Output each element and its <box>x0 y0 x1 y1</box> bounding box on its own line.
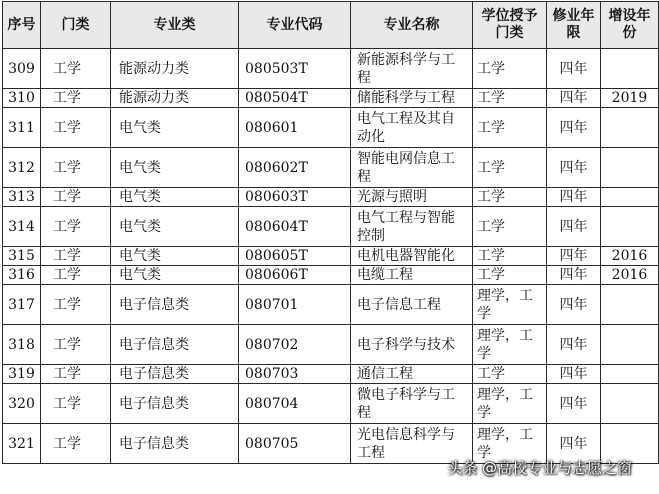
cell-year-added: 2019 <box>601 89 659 108</box>
table-row <box>3 266 659 285</box>
cell-category: 工学 <box>41 384 111 424</box>
cell-major-class: 能源动力类 <box>111 89 239 108</box>
table-row <box>3 108 659 148</box>
cell-major-code: 080601 <box>239 108 351 148</box>
cell-year-added <box>601 49 659 89</box>
cell-degree: 工学 <box>473 108 547 148</box>
header-year-added: 增设年份 <box>601 2 659 49</box>
cell-major-code: 080701 <box>239 285 351 325</box>
cell-major-class: 电子信息类 <box>111 384 239 424</box>
cell-year-added <box>601 207 659 247</box>
cell-degree: 工学 <box>473 148 547 188</box>
cell-major-name: 微电子科学与工程 <box>351 384 473 424</box>
cell-major-name: 储能科学与工程 <box>351 89 473 108</box>
cell-degree: 工学 <box>473 188 547 207</box>
cell-year-added <box>601 384 659 424</box>
cell-major-code: 080603T <box>239 188 351 207</box>
cell-years: 四年 <box>547 424 601 464</box>
cell-index: 318 <box>3 325 41 365</box>
cell-years: 四年 <box>547 365 601 384</box>
cell-degree: 工学 <box>473 247 547 266</box>
table-row <box>3 49 659 89</box>
cell-year-added <box>601 108 659 148</box>
cell-years: 四年 <box>547 148 601 188</box>
cell-years: 四年 <box>547 285 601 325</box>
cell-major-code: 080602T <box>239 148 351 188</box>
cell-years: 四年 <box>547 89 601 108</box>
table-row <box>3 325 659 365</box>
cell-major-code: 080606T <box>239 266 351 285</box>
cell-major-name: 电子信息工程 <box>351 285 473 325</box>
cell-major-code: 080504T <box>239 89 351 108</box>
cell-major-class: 电气类 <box>111 207 239 247</box>
cell-major-name: 电气工程及其自动化 <box>351 108 473 148</box>
cell-years: 四年 <box>547 188 601 207</box>
cell-index: 314 <box>3 207 41 247</box>
cell-major-name: 光电信息科学与工程 <box>351 424 473 464</box>
cell-index: 312 <box>3 148 41 188</box>
cell-major-class: 能源动力类 <box>111 49 239 89</box>
cell-year-added <box>601 188 659 207</box>
cell-years: 四年 <box>547 325 601 365</box>
table-row <box>3 365 659 384</box>
cell-category: 工学 <box>41 285 111 325</box>
cell-major-class: 电气类 <box>111 188 239 207</box>
cell-index: 313 <box>3 188 41 207</box>
cell-major-class: 电气类 <box>111 266 239 285</box>
cell-major-name: 光源与照明 <box>351 188 473 207</box>
cell-major-name: 电机电器智能化 <box>351 247 473 266</box>
cell-index: 315 <box>3 247 41 266</box>
cell-degree: 工学 <box>473 266 547 285</box>
cell-major-class: 电子信息类 <box>111 285 239 325</box>
cell-years: 四年 <box>547 384 601 424</box>
cell-year-added <box>601 285 659 325</box>
cell-degree: 理学，工学 <box>473 285 547 325</box>
cell-category: 工学 <box>41 207 111 247</box>
cell-year-added <box>601 365 659 384</box>
cell-major-name: 电子科学与技术 <box>351 325 473 365</box>
cell-category: 工学 <box>41 188 111 207</box>
cell-major-class: 电气类 <box>111 148 239 188</box>
header-category: 门类 <box>41 2 111 49</box>
watermark-text: 头条 @高校专业与志愿之窗 <box>447 459 632 477</box>
cell-major-class: 电气类 <box>111 108 239 148</box>
header-degree-category: 学位授予门类 <box>473 2 547 49</box>
cell-index: 317 <box>3 285 41 325</box>
cell-years: 四年 <box>547 266 601 285</box>
cell-year-added <box>601 325 659 365</box>
header-major-class: 专业类 <box>111 2 239 49</box>
table-header-row <box>3 2 659 49</box>
table-row <box>3 247 659 266</box>
cell-degree: 理学，工学 <box>473 424 547 464</box>
cell-year-added <box>601 424 659 464</box>
cell-major-name: 新能源科学与工程 <box>351 49 473 89</box>
table-row <box>3 285 659 325</box>
cell-index: 316 <box>3 266 41 285</box>
cell-major-code: 080604T <box>239 207 351 247</box>
table-row <box>3 384 659 424</box>
cell-year-added <box>601 148 659 188</box>
cell-category: 工学 <box>41 266 111 285</box>
cell-degree: 工学 <box>473 365 547 384</box>
cell-years: 四年 <box>547 207 601 247</box>
cell-major-code: 080704 <box>239 384 351 424</box>
cell-category: 工学 <box>41 325 111 365</box>
cell-degree: 理学，工学 <box>473 384 547 424</box>
cell-years: 四年 <box>547 247 601 266</box>
cell-years: 四年 <box>547 108 601 148</box>
cell-year-added: 2016 <box>601 247 659 266</box>
table-row <box>3 207 659 247</box>
cell-major-class: 电子信息类 <box>111 365 239 384</box>
cell-category: 工学 <box>41 148 111 188</box>
cell-degree: 工学 <box>473 207 547 247</box>
header-major-name: 专业名称 <box>351 2 473 49</box>
header-study-years: 修业年限 <box>547 2 601 49</box>
cell-degree: 工学 <box>473 49 547 89</box>
cell-category: 工学 <box>41 108 111 148</box>
cell-major-code: 080705 <box>239 424 351 464</box>
cell-index: 320 <box>3 384 41 424</box>
cell-category: 工学 <box>41 49 111 89</box>
cell-category: 工学 <box>41 365 111 384</box>
cell-major-code: 080703 <box>239 365 351 384</box>
cell-index: 309 <box>3 49 41 89</box>
header-index: 序号 <box>3 2 41 49</box>
cell-major-name: 通信工程 <box>351 365 473 384</box>
cell-index: 319 <box>3 365 41 384</box>
cell-major-name: 电气工程与智能控制 <box>351 207 473 247</box>
cell-major-class: 电子信息类 <box>111 424 239 464</box>
cell-category: 工学 <box>41 89 111 108</box>
cell-degree: 理学，工学 <box>473 325 547 365</box>
cell-major-code: 080702 <box>239 325 351 365</box>
cell-major-code: 080605T <box>239 247 351 266</box>
major-catalog-table <box>2 1 659 464</box>
cell-index: 311 <box>3 108 41 148</box>
table-row <box>3 89 659 108</box>
cell-major-name: 电缆工程 <box>351 266 473 285</box>
cell-category: 工学 <box>41 424 111 464</box>
cell-major-code: 080503T <box>239 49 351 89</box>
cell-major-class: 电气类 <box>111 247 239 266</box>
table-row <box>3 148 659 188</box>
cell-years: 四年 <box>547 49 601 89</box>
cell-degree: 工学 <box>473 89 547 108</box>
cell-major-class: 电子信息类 <box>111 325 239 365</box>
table-row <box>3 424 659 464</box>
cell-index: 321 <box>3 424 41 464</box>
header-major-code: 专业代码 <box>239 2 351 49</box>
cell-major-name: 智能电网信息工程 <box>351 148 473 188</box>
cell-category: 工学 <box>41 247 111 266</box>
table-row <box>3 188 659 207</box>
cell-year-added: 2016 <box>601 266 659 285</box>
cell-index: 310 <box>3 89 41 108</box>
